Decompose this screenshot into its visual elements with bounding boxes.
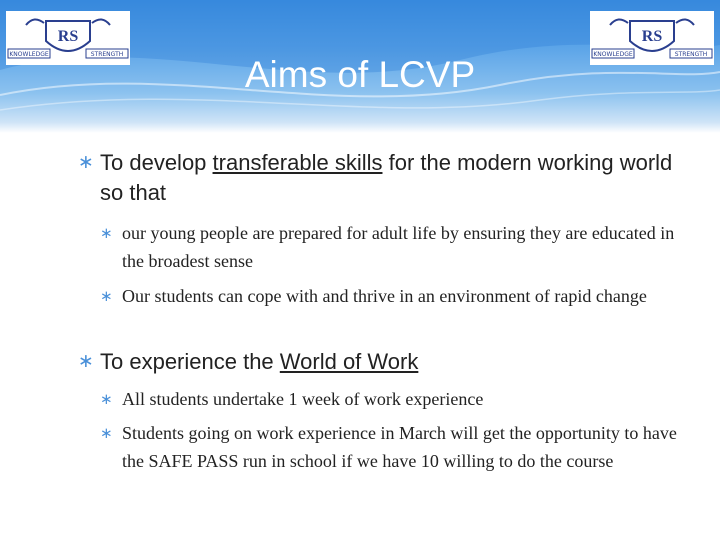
sub-bullet-text: Students going on work experience in March will get the opportunity to have the SAFE PASS run in school if we have 10 willing to do the course: [122, 423, 677, 471]
logo-monogram: RS: [641, 28, 663, 45]
sub-bullet-item: [100, 419, 682, 475]
slide-title: Aims of LCVP: [244, 54, 476, 95]
logo-motto-left: KNOWLEDGE: [593, 51, 633, 58]
logo-motto-left: KNOWLEDGE: [9, 51, 49, 58]
sub-bullet-text: All students undertake 1 week of work experience: [122, 389, 484, 409]
bullet-item: [78, 347, 700, 377]
asterisk-bullet-icon: ∗: [100, 224, 113, 242]
bullet-item: [78, 148, 700, 208]
bullet-text-post: for the modern working world so that: [100, 150, 673, 205]
asterisk-bullet-icon: ∗: [100, 287, 113, 305]
logo-motto-right: STRENGTH: [674, 51, 708, 58]
logo-motto-right: STRENGTH: [90, 51, 124, 58]
sub-bullet-text: Our students can cope with and thrive in an environment of rapid change: [122, 286, 647, 306]
sub-bullet-text: our young people are prepared for adult life by ensuring they are educated in the broadest sense: [122, 223, 675, 271]
bullet-link-world-of-work[interactable]: World of Work: [279, 349, 419, 374]
asterisk-bullet-icon: ∗: [100, 390, 113, 408]
sub-bullet-item: [100, 282, 682, 310]
sub-bullet-item: [100, 385, 682, 413]
logo-monogram: RS: [57, 28, 79, 45]
bullet-link-transferable-skills[interactable]: transferable skills: [212, 150, 383, 175]
asterisk-bullet-icon: ∗: [100, 424, 113, 442]
bullet-text-pre: To develop: [100, 150, 213, 175]
asterisk-bullet-icon: ∗: [78, 351, 94, 372]
bullet-text-pre: To experience the: [100, 349, 280, 374]
sub-bullet-item: [100, 219, 682, 275]
asterisk-bullet-icon: ∗: [78, 152, 94, 173]
